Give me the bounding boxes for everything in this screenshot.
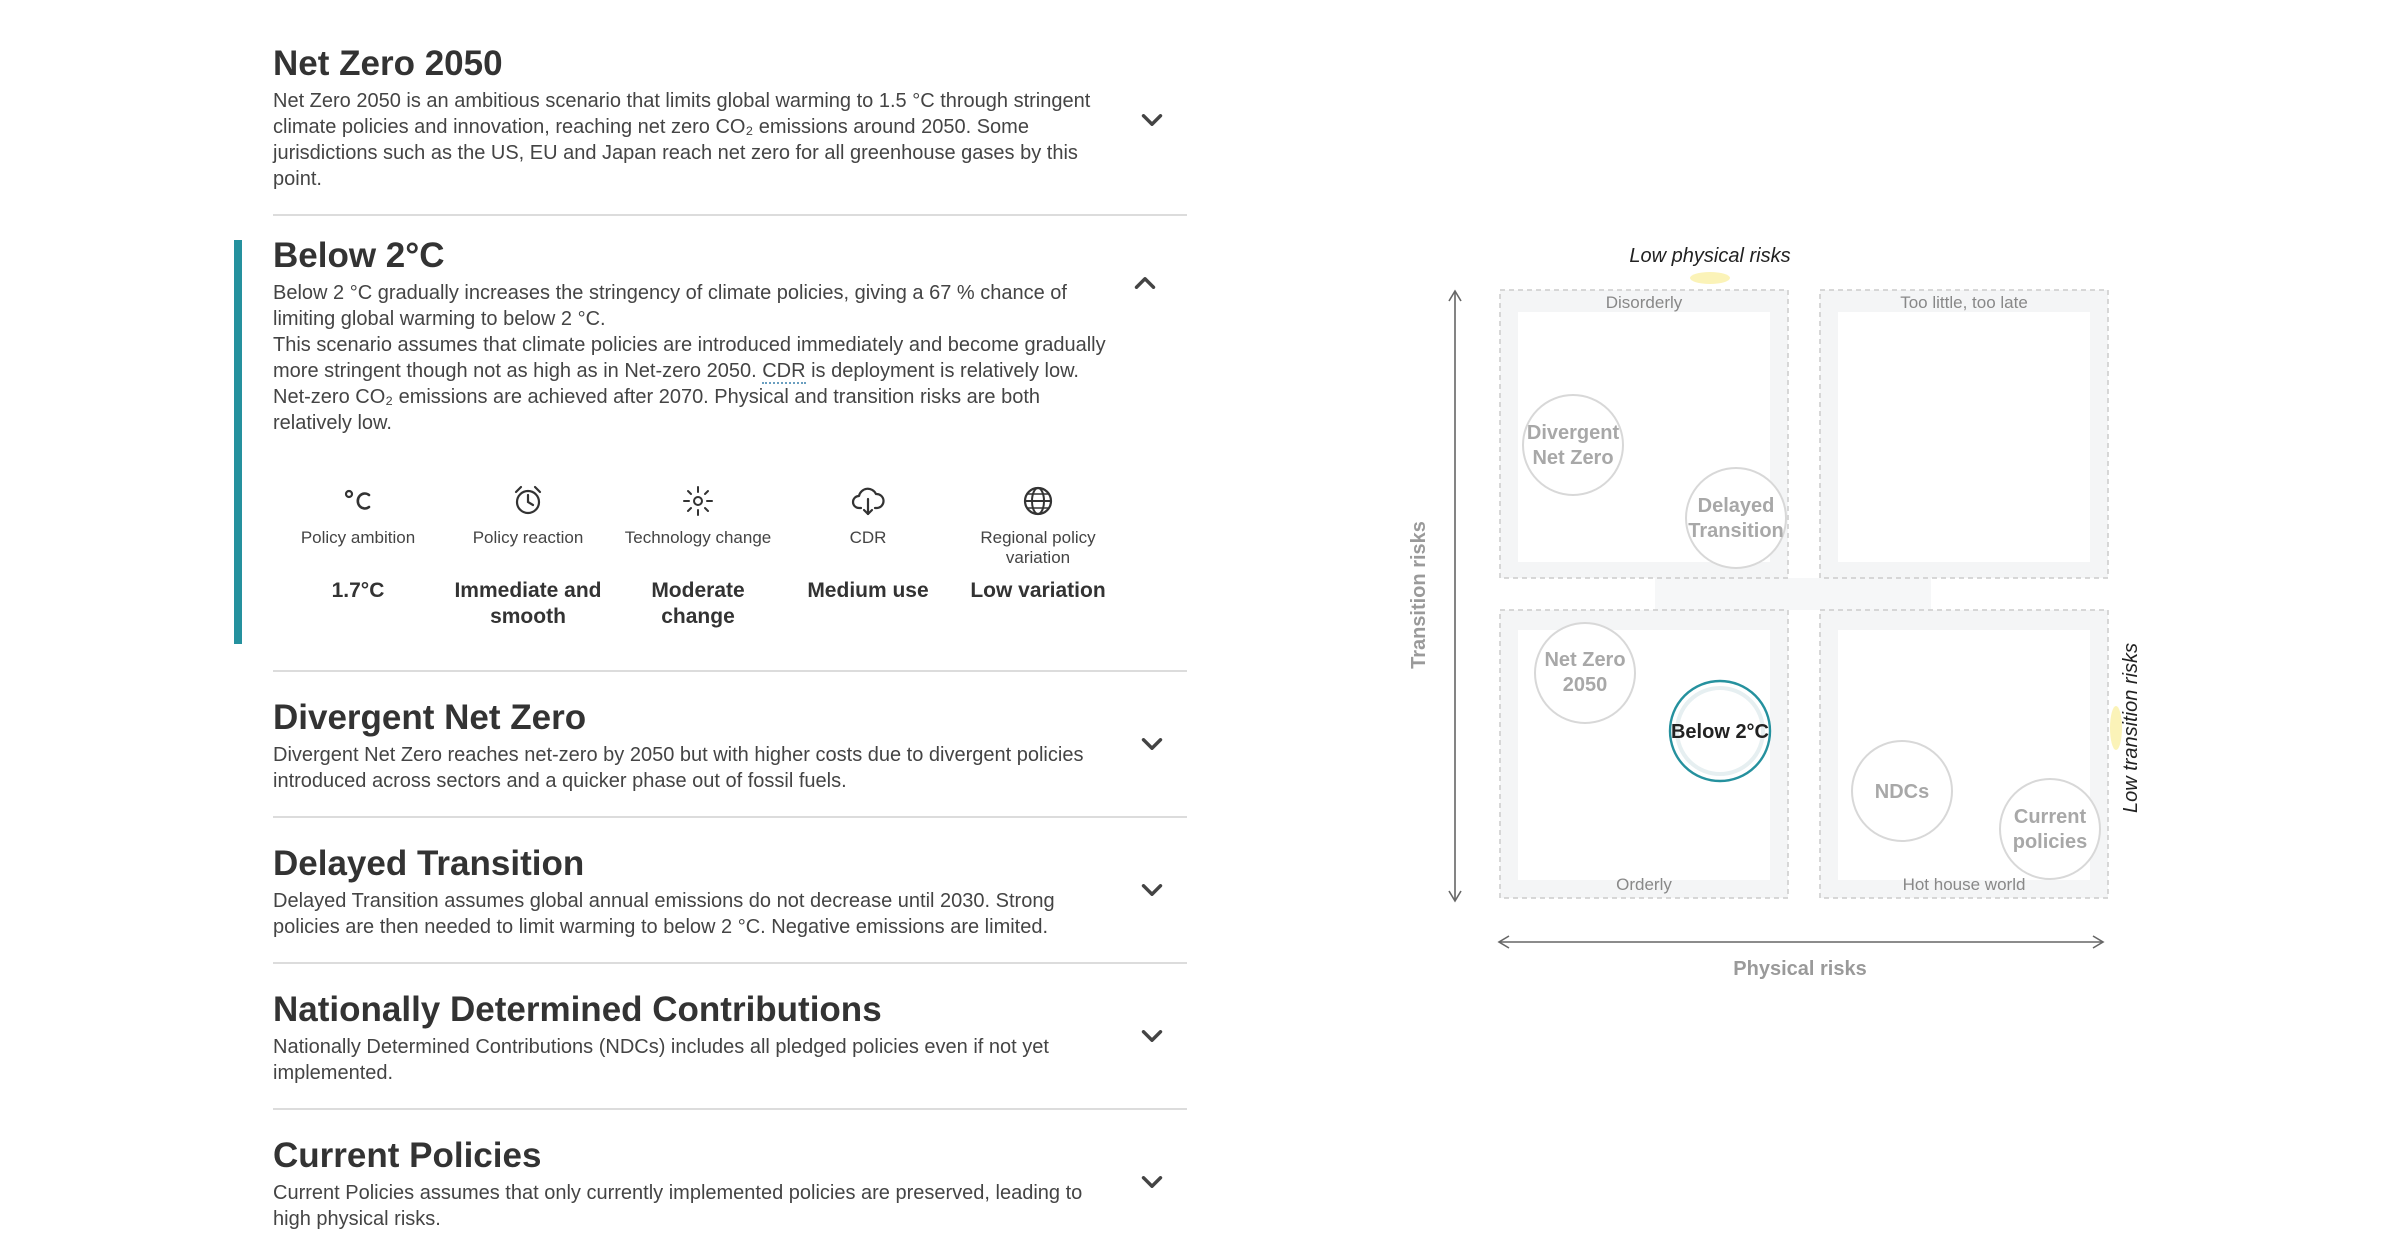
active-indicator: [234, 240, 242, 644]
scenario-description: [273, 280, 1113, 436]
bubble-net-zero-2050[interactable]: [1535, 623, 1635, 723]
top-label-highlight: [1690, 272, 1730, 284]
bubble-label: policies: [2012, 831, 2088, 853]
chevron-down-icon[interactable]: [1135, 1019, 1169, 1053]
attribute-policy-ambition: [273, 484, 443, 630]
globe-icon: [953, 484, 1123, 518]
chevron-up-icon[interactable]: [1128, 266, 1162, 300]
scenario-current-policies[interactable]: [273, 1110, 1187, 1256]
scenario-title: Current Policies: [273, 1136, 542, 1175]
attribute-label: Technology change: [624, 528, 772, 547]
chevron-down-icon[interactable]: [1135, 1165, 1169, 1199]
scenario-title: Delayed Transition: [273, 844, 585, 883]
bubble-label: Divergent: [1526, 422, 1620, 444]
bubble-ndcs[interactable]: [1852, 741, 1952, 841]
scenario-delayed-transition[interactable]: [273, 818, 1187, 964]
y-axis-label: Transition risks: [1408, 521, 1430, 669]
scenario-ndcs[interactable]: [273, 964, 1187, 1110]
scenario-description: Nationally Determined Contributions (NDCs) includes all pledged policies even if not yet implemented.: [273, 1036, 1049, 1084]
bubble-below-2c[interactable]: [1670, 681, 1770, 781]
cloud-download-icon: [783, 484, 953, 518]
attribute-label: Policy ambition: [300, 528, 416, 547]
quadrant-label: Too little, too late: [1900, 293, 2028, 312]
attribute-cdr: [783, 484, 953, 630]
description-text: is deployment is relatively low. Net-zero CO₂ emissions are achieved after 2070. Physical and transition risks are both relatively low.: [273, 360, 1079, 434]
quadrant-label: Disorderly: [1605, 293, 1683, 312]
cdr-abbreviation[interactable]: CDR: [762, 360, 806, 382]
x-axis-label: Physical risks: [1733, 958, 1867, 980]
bubble-label: 2050: [1562, 674, 1608, 696]
attribute-label: CDR: [849, 528, 887, 547]
attribute-regional-policy-variation: [953, 484, 1123, 630]
bubble-delayed-transition[interactable]: [1686, 468, 1786, 568]
chevron-down-icon[interactable]: [1135, 727, 1169, 761]
attribute-value: 1.7°C: [331, 579, 385, 602]
bubble-label: Delayed: [1697, 495, 1775, 517]
scenario-title: Divergent Net Zero: [273, 698, 587, 737]
quadrant-label: Hot house world: [1902, 875, 2026, 894]
attribute-label: Regional policy variation: [980, 528, 1096, 567]
attribute-value: Medium use: [807, 579, 929, 602]
bubble-label: Current: [2013, 806, 2087, 828]
attribute-label: Policy reaction: [472, 528, 584, 547]
risk-matrix-svg: [1380, 220, 2180, 1020]
chevron-down-icon[interactable]: [1135, 873, 1169, 907]
quadrant-too-little-too-late: [1820, 290, 2108, 578]
scenario-attributes: [273, 484, 1187, 630]
alarm-clock-icon: [443, 484, 613, 518]
scenario-title: Net Zero 2050: [273, 44, 503, 83]
bubble-label: Below 2°C: [1670, 721, 1770, 743]
scenario-risk-matrix: [1380, 220, 2180, 1020]
attribute-policy-reaction: [443, 484, 613, 630]
bubble-current-policies[interactable]: [2000, 779, 2100, 879]
celsius-icon: [273, 484, 443, 518]
scenario-description: Divergent Net Zero reaches net-zero by 2050 but with higher costs due to divergent policies introduced across sectors and a quicker phase out of fossil fuels.: [273, 744, 1084, 792]
bubble-divergent-net-zero[interactable]: [1523, 395, 1623, 495]
scenario-divergent-net-zero[interactable]: [273, 672, 1187, 818]
scenario-description: Net Zero 2050 is an ambitious scenario that limits global warming to 1.5 °C through stringent climate policies and innovation, reaching net zero CO₂ emissions around 2050. Some jurisdictions such as the US, EU and Japan reach net zero for all greenhouse gases by this point.: [273, 90, 1091, 190]
scenario-accordion: [273, 0, 1187, 1256]
top-axis-label: Low physical risks: [1629, 245, 1791, 267]
description-text: This scenario assumes that climate policies are introduced immediately and become gradually more stringent though not as high as in Net-zero 2050.: [273, 334, 1106, 382]
sun-icon: [613, 484, 783, 518]
scenario-below-2c[interactable]: [273, 216, 1187, 672]
scenario-net-zero-2050[interactable]: [273, 0, 1187, 216]
chevron-up-icon[interactable]: [1135, 482, 1169, 516]
scenario-title: Below 2°C: [273, 236, 445, 275]
description-paragraph: [273, 332, 1113, 436]
connector-middle: [1655, 578, 1931, 610]
bubble-label: Net Zero: [1532, 447, 1614, 469]
scenario-description: Current Policies assumes that only currently implemented policies are preserved, leading to high physical risks.: [273, 1182, 1083, 1230]
scenario-title: Nationally Determined Contributions: [273, 990, 882, 1029]
bubble-label: Transition: [1688, 520, 1784, 542]
description-paragraph: Below 2 °C gradually increases the stringency of climate policies, giving a 67 % chance of limiting global warming to below 2 °C.: [273, 282, 1067, 330]
right-axis-label: Low transition risks: [2120, 642, 2142, 814]
bubble-label: Net Zero: [1544, 649, 1626, 671]
chevron-down-icon[interactable]: [1135, 103, 1169, 137]
attribute-technology-change: [613, 484, 783, 630]
bubble-label: NDCs: [1874, 781, 1930, 803]
attribute-value: Low variation: [970, 579, 1106, 602]
attribute-value: Immediate and smooth: [454, 579, 602, 628]
quadrant-label: Orderly: [1616, 875, 1672, 894]
scenario-description: Delayed Transition assumes global annual emissions do not decrease until 2030. Strong policies are then needed to limit warming to below 2 °C. Negative emissions are limited.: [273, 890, 1055, 938]
attribute-value: Moderate change: [651, 579, 745, 628]
